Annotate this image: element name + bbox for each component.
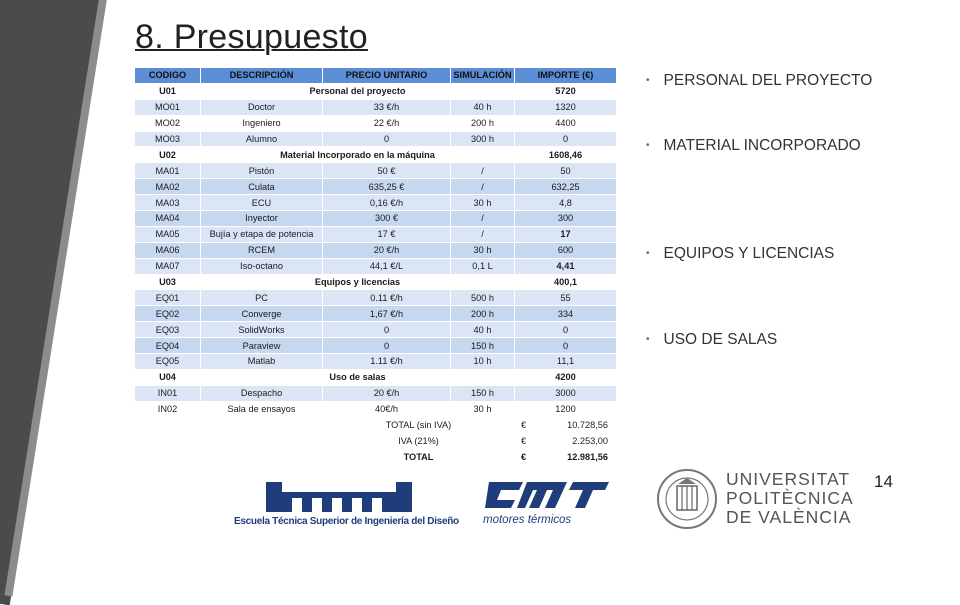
cell-unit-price: 22 €/h — [323, 115, 451, 131]
table-row — [135, 258, 617, 274]
table-row — [135, 354, 617, 370]
cell-description: Paraview — [201, 338, 323, 354]
bullet-text: USO DE SALAS — [663, 331, 778, 348]
table-row — [135, 211, 617, 227]
cell-unit-price: 17 € — [323, 226, 451, 242]
cell-description: Inyector — [201, 211, 323, 227]
currency-symbol: € — [521, 451, 527, 462]
cell-simulation: 0,1 L — [451, 258, 515, 274]
bullet-text: PERSONAL DEL PROYECTO — [663, 72, 873, 89]
group-row — [135, 369, 617, 385]
group-name: Equipos y licencias — [201, 274, 515, 290]
cell-amount: 55 — [515, 290, 617, 306]
cell-code: EQ04 — [135, 338, 201, 354]
cell-code: IN01 — [135, 385, 201, 401]
cell-description: Iso-octano — [201, 258, 323, 274]
table-row — [135, 242, 617, 258]
cell-amount: 0 — [515, 338, 617, 354]
totals-label: IVA (21%) — [323, 433, 515, 449]
cell-description: SolidWorks — [201, 322, 323, 338]
cell-simulation: / — [451, 163, 515, 179]
table-header-row — [135, 68, 617, 84]
cell-description: Pistón — [201, 163, 323, 179]
table-row — [135, 226, 617, 242]
group-name: Uso de salas — [201, 369, 515, 385]
group-total: 1608,46 — [515, 147, 617, 163]
cell-simulation: 200 h — [451, 306, 515, 322]
group-code: U01 — [135, 83, 201, 99]
bullet-dot-icon: • — [646, 75, 650, 86]
header-cell: PRECIO UNITARIO — [323, 68, 451, 84]
cell-simulation: 150 h — [451, 338, 515, 354]
cell-description: Alumno — [201, 131, 323, 147]
cell-description: ECU — [201, 195, 323, 211]
cell-simulation: 40 h — [451, 99, 515, 115]
cell-unit-price: 0 — [323, 322, 451, 338]
cell-amount: 300 — [515, 211, 617, 227]
cell-unit-price: 635,25 € — [323, 179, 451, 195]
cell-description: Bujía y etapa de potencia — [201, 226, 323, 242]
cell-code: EQ02 — [135, 306, 201, 322]
cell-unit-price: 33 €/h — [323, 99, 451, 115]
cell-unit-price: 40€/h — [323, 401, 451, 417]
bullet-text: MATERIAL INCORPORADO — [663, 137, 861, 154]
upv-line: UNIVERSITAT — [726, 469, 851, 489]
cell-code: MA06 — [135, 242, 201, 258]
bullet-text: EQUIPOS Y LICENCIAS — [663, 245, 835, 262]
cell-description: Despacho — [201, 385, 323, 401]
cell-amount: 17 — [515, 226, 617, 242]
cell-simulation: / — [451, 226, 515, 242]
cell-description: Matlab — [201, 354, 323, 370]
table-row — [135, 99, 617, 115]
cell-code: EQ05 — [135, 354, 201, 370]
totals-row — [135, 417, 617, 433]
bullet-item — [646, 72, 872, 90]
table-row — [135, 179, 617, 195]
cmt-emblem-icon — [483, 478, 611, 512]
table-row — [135, 290, 617, 306]
totals-value: 12.981,56 — [567, 451, 608, 462]
cell-simulation: 30 h — [451, 401, 515, 417]
cell-code: MO01 — [135, 99, 201, 115]
cell-simulation: 150 h — [451, 385, 515, 401]
bullet-item — [646, 245, 834, 263]
group-row — [135, 274, 617, 290]
bullet-item — [646, 331, 777, 349]
cell-amount: 3000 — [515, 385, 617, 401]
upv-logo — [656, 468, 854, 530]
upv-line: DE VALÈNCIA — [726, 507, 852, 527]
cell-code: MO02 — [135, 115, 201, 131]
currency-symbol: € — [521, 420, 527, 431]
cell-unit-price: 20 €/h — [323, 385, 451, 401]
cell-amount: 0 — [515, 131, 617, 147]
table-row — [135, 163, 617, 179]
bullet-dot-icon: • — [646, 334, 650, 345]
cmt-logo — [483, 478, 611, 530]
cell-unit-price: 1.11 €/h — [323, 354, 451, 370]
totals-label: TOTAL — [323, 449, 515, 465]
cell-amount: 600 — [515, 242, 617, 258]
cell-code: MA01 — [135, 163, 201, 179]
cell-code: EQ03 — [135, 322, 201, 338]
cell-code: MA03 — [135, 195, 201, 211]
cell-description: Doctor — [201, 99, 323, 115]
cell-description: PC — [201, 290, 323, 306]
cmt-name: motores térmicos — [483, 514, 572, 526]
etsid-name: Escuela Técnica Superior de Ingeniería del Diseño — [234, 516, 459, 527]
table-row — [135, 385, 617, 401]
cell-amount: 4,41 — [515, 258, 617, 274]
bullet-dot-icon: • — [646, 140, 650, 151]
cell-simulation: 40 h — [451, 322, 515, 338]
cell-simulation: 30 h — [451, 195, 515, 211]
cell-amount: 4,8 — [515, 195, 617, 211]
header-cell: SIMULACIÓN — [451, 68, 515, 84]
cell-unit-price: 0,16 €/h — [323, 195, 451, 211]
etsid-emblem-icon — [234, 478, 444, 514]
group-name: Material Incorporado en la máquina — [201, 147, 515, 163]
cell-amount: 334 — [515, 306, 617, 322]
cell-description: Sala de ensayos — [201, 401, 323, 417]
cell-unit-price: 300 € — [323, 211, 451, 227]
group-code: U03 — [135, 274, 201, 290]
cell-code: MO03 — [135, 131, 201, 147]
cell-unit-price: 44,1 €/L — [323, 258, 451, 274]
table-row — [135, 338, 617, 354]
cell-code: MA07 — [135, 258, 201, 274]
cell-description: Ingeniero — [201, 115, 323, 131]
cell-unit-price: 50 € — [323, 163, 451, 179]
table-row — [135, 322, 617, 338]
group-code: U02 — [135, 147, 201, 163]
group-total: 400,1 — [515, 274, 617, 290]
cell-description: Culata — [201, 179, 323, 195]
cell-simulation: 200 h — [451, 115, 515, 131]
table-row — [135, 195, 617, 211]
cell-amount: 4400 — [515, 115, 617, 131]
cell-simulation: 300 h — [451, 131, 515, 147]
cell-amount: 11,1 — [515, 354, 617, 370]
table-row — [135, 401, 617, 417]
cell-simulation: / — [451, 211, 515, 227]
header-cell: IMPORTE (€) — [515, 68, 617, 84]
table-row — [135, 115, 617, 131]
totals-value: 10.728,56 — [567, 420, 608, 431]
currency-symbol: € — [521, 435, 527, 446]
upv-line: POLITÈCNICA — [726, 488, 854, 508]
cell-simulation: 500 h — [451, 290, 515, 306]
cell-unit-price: 0 — [323, 338, 451, 354]
group-code: U04 — [135, 369, 201, 385]
cell-amount: 632,25 — [515, 179, 617, 195]
totals-label: TOTAL (sin IVA) — [323, 417, 515, 433]
group-row — [135, 83, 617, 99]
totals-row — [135, 433, 617, 449]
cell-amount: 1200 — [515, 401, 617, 417]
table-row — [135, 306, 617, 322]
upv-name — [726, 470, 854, 527]
cell-unit-price: 1,67 €/h — [323, 306, 451, 322]
cell-code: EQ01 — [135, 290, 201, 306]
cell-code: MA05 — [135, 226, 201, 242]
bullet-item — [646, 137, 861, 155]
cell-simulation: 10 h — [451, 354, 515, 370]
header-cell: CODIGO — [135, 68, 201, 84]
cell-description: Converge — [201, 306, 323, 322]
cell-amount: 1320 — [515, 99, 617, 115]
page-number: 14 — [874, 472, 893, 491]
cell-code: MA02 — [135, 179, 201, 195]
group-total: 4200 — [515, 369, 617, 385]
group-row — [135, 147, 617, 163]
table-row — [135, 131, 617, 147]
cell-unit-price: 20 €/h — [323, 242, 451, 258]
header-cell: DESCRIPCIÓN — [201, 68, 323, 84]
slide-title: 8. Presupuesto — [135, 18, 368, 56]
cell-simulation: 30 h — [451, 242, 515, 258]
budget-table — [134, 67, 617, 465]
cell-simulation: / — [451, 179, 515, 195]
group-total: 5720 — [515, 83, 617, 99]
cell-code: IN02 — [135, 401, 201, 417]
cell-unit-price: 0 — [323, 131, 451, 147]
cell-amount: 0 — [515, 322, 617, 338]
cell-code: MA04 — [135, 211, 201, 227]
totals-row — [135, 449, 617, 465]
group-name: Personal del proyecto — [201, 83, 515, 99]
upv-seal-icon — [656, 468, 718, 530]
cell-description: RCEM — [201, 242, 323, 258]
cell-amount: 50 — [515, 163, 617, 179]
etsid-logo — [234, 478, 459, 534]
cell-unit-price: 0.11 €/h — [323, 290, 451, 306]
bullet-dot-icon: • — [646, 248, 650, 259]
totals-value: 2.253,00 — [572, 435, 608, 446]
